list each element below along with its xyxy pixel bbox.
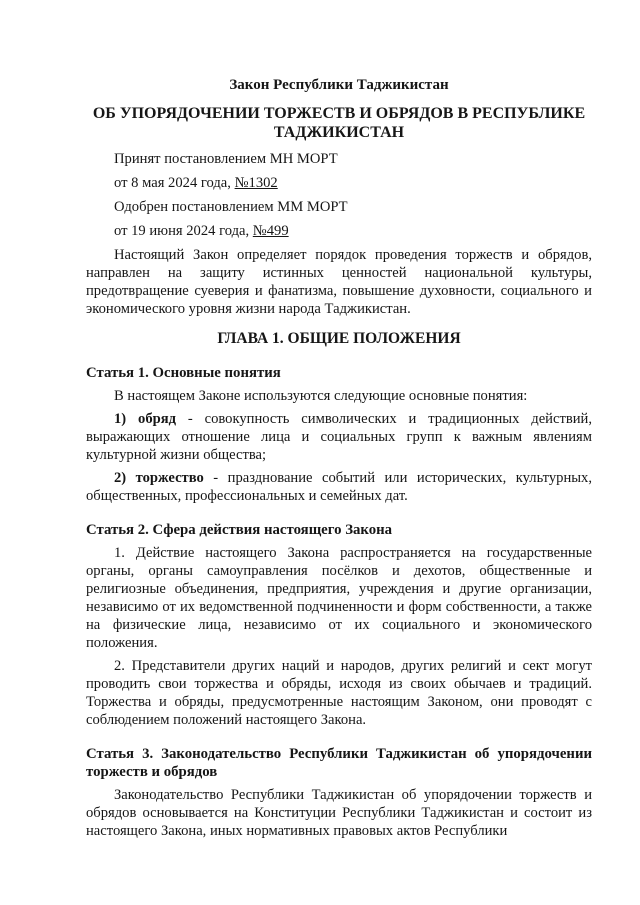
definition-item-1 xyxy=(86,410,592,464)
adopted-decree-number: №1302 xyxy=(234,175,278,191)
article-1-intro: В настоящем Законе используются следующие основные понятия: xyxy=(114,388,528,404)
preamble-paragraph: Настоящий Закон определяет порядок проведения торжеств и обрядов, направлен на защиту истинных ценностей национальной культуры, предотвращение суеверия и фанатизма, повышение духовности, социального и экономического уровня жизни народа Таджикистан. xyxy=(86,247,592,317)
chapter-1-heading: ГЛАВА 1. ОБЩИЕ ПОЛОЖЕНИЯ xyxy=(217,330,461,347)
definition-term-1: 1) обряд xyxy=(114,411,177,427)
adopted-date-line xyxy=(86,174,592,192)
approved-decree-number: №499 xyxy=(252,223,289,239)
article-2-paragraph-1: 1. Действие настоящего Закона распространяется на государственные органы, органы самоуправления посёлков и дехотов, общественные и религиозные объединения, предприятия, учреждения и другие организации, независимо от их ведомственной подчиненности и форм собственности, а также на физические лица, независимо от их социального и экономического положения. xyxy=(86,545,592,651)
definition-term-2: 2) торжество xyxy=(114,470,204,486)
definition-item-2 xyxy=(86,469,592,505)
article-1-heading: Статья 1. Основные понятия xyxy=(86,365,281,381)
article-3-paragraph-1: Законодательство Республики Таджикистан об упорядочении торжеств и обрядов основывается на Конституции Республики Таджикистан и состоит из настоящего Закона, иных нормативных правовых актов Республики xyxy=(86,787,592,839)
article-2-heading: Статья 2. Сфера действия настоящего Закона xyxy=(86,522,393,538)
document-type-title: Закон Республики Таджикистан xyxy=(229,77,449,93)
approved-date-line xyxy=(86,222,592,240)
definition-text-1: - совокупность символических и традиционных действий, выражающих отношение лица и социальных групп к важным явлениям культурной жизни общества; xyxy=(86,411,592,463)
approved-line: Одобрен постановлением ММ МОРТ xyxy=(114,199,348,215)
definition-text-2: - празднование событий или исторических, культурных, общественных, профессиональных и семейных дат. xyxy=(86,470,593,504)
law-title: ОБ УПОРЯДОЧЕНИИ ТОРЖЕСТВ И ОБРЯДОВ В РЕСПУБЛИКЕ ТАДЖИКИСТАН xyxy=(92,105,586,141)
article-2-paragraph-2: 2. Представители других наций и народов, других религий и сект могут проводить свои торжества и обряды, исходя из своих обычаев и традиций. Торжества и обряды, предусмотренные настоящим Законом, они проводят с соблюдением положений настоящего Закона. xyxy=(86,658,592,728)
adopted-date-text: от 8 мая 2024 года, xyxy=(114,175,235,191)
article-3-heading: Статья 3. Законодательство Республики Таджикистан об упорядочении торжеств и обрядов xyxy=(86,746,592,780)
adopted-line: Принят постановлением МН МОРТ xyxy=(114,151,338,167)
approved-date-text: от 19 июня 2024 года, xyxy=(114,223,253,239)
